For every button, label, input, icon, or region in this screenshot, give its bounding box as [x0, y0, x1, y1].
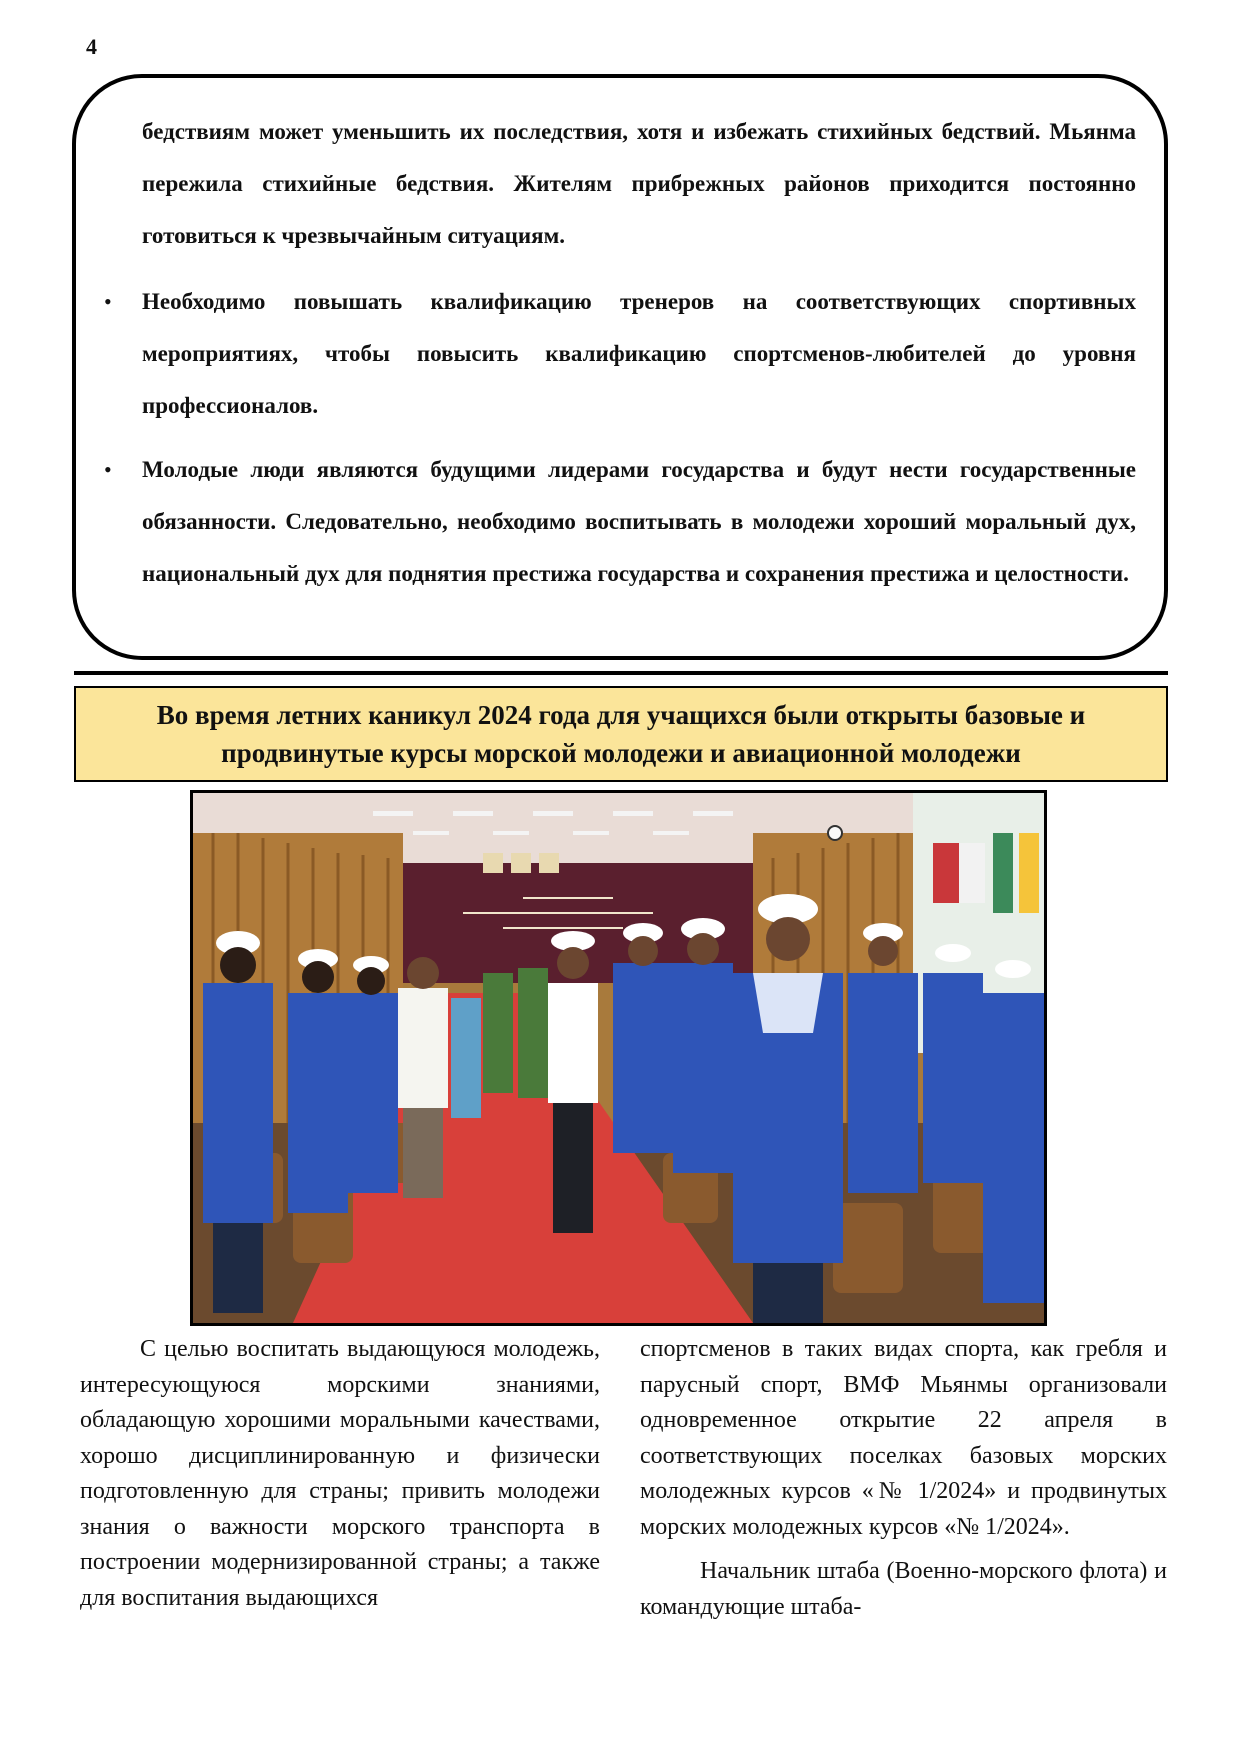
article-left-column: [80, 1332, 600, 1616]
article-paragraph: С целью воспитать выдающуюся молодежь, интересующуюся морскими знаниями, обладающую хорошими моральными качествами, хорошо дисциплинированную и физически подготовленную для страны; привить молодежи знания о важности морского транспорта в построении модернизированной страны; а также для воспитания выдающихся: [80, 1336, 600, 1611]
headline-text: Во время летних каникул 2024 года для учащихся были открыты базовые и продвинутые курсы морской молодежи и авиационной молодежи: [156, 700, 1086, 768]
bullet-marker: •: [104, 289, 112, 314]
page-number: 4: [86, 34, 97, 59]
summary-bullet-item: Необходимо повышать квалификацию тренеров на соответствующих спортивных мероприятиях, чтобы повысить квалификацию спортсменов-любителей до уровня профессионалов.: [142, 289, 1136, 418]
summary-bullet-item: Молодые люди являются будущими лидерами государства и будут нести государственные обязанности. Следовательно, необходимо воспитывать в молодежи хороший моральный дух, национальный дух для поднятия престижа государства и сохранения престижа и целостности.: [142, 457, 1136, 586]
article-right-column: [640, 1332, 1167, 1625]
summary-box: [72, 74, 1168, 660]
article-headline: [74, 686, 1168, 782]
article-paragraph: спортсменов в таких видах спорта, как гребля и парусный спорт, ВМФ Мьянмы организовали одновременное открытие 22 апреля в соответствующих поселках базовых морских молодежных курсов «№ 1/2024» и продвинутых морских молодежных курсов «№ 1/2024».: [640, 1336, 1167, 1540]
article-photo: [190, 790, 1047, 1326]
section-divider: [74, 671, 1168, 675]
article-paragraph: Начальник штаба (Военно-морского флота) и командующие штаба-: [640, 1558, 1167, 1620]
bullet-marker: •: [104, 457, 112, 482]
summary-paragraph: бедствиям может уменьшить их последствия, хотя и избежать стихийных бедствий. Мьянма пережила стихийные бедствия. Жителям прибрежных районов приходится постоянно готовиться к чрезвычайным ситуациям.: [142, 119, 1136, 248]
